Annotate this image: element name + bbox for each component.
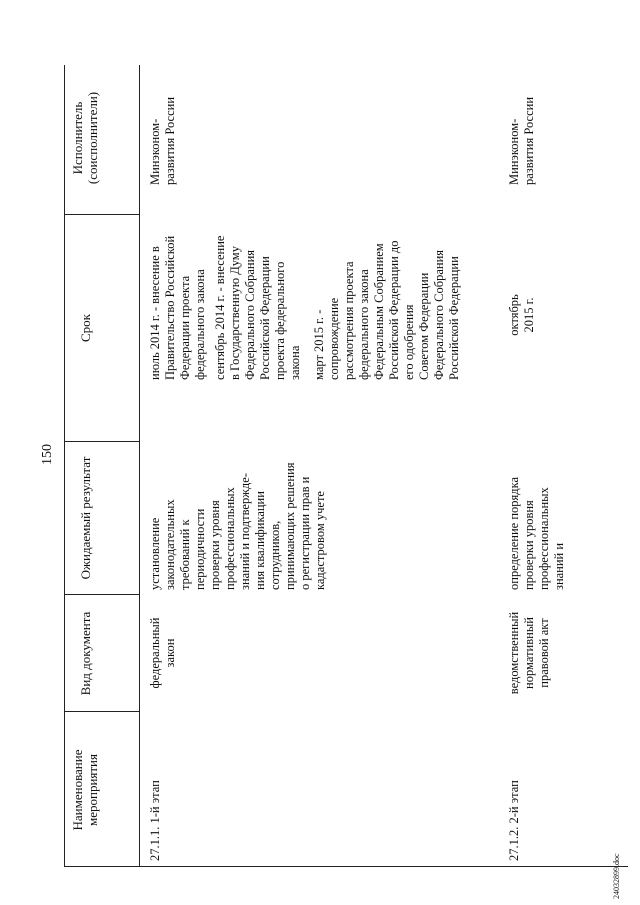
table-left-border (64, 866, 628, 867)
header-doc-type: Вид документа (78, 611, 93, 696)
header-bottom-border (139, 65, 140, 867)
row-1-deadline-3: март 2015 г. - сопровождение рассмотрения проекта федерального закона Федеральным Собранием Российской Федерации до его одобрения Советом Федерации Федерального Собрания Российской Федерации (312, 240, 461, 380)
table-top-border (64, 65, 65, 867)
header-result: Ожидаемый результат (78, 456, 93, 580)
document-file-code: 24032899.doc (612, 853, 621, 899)
page-number: 150 (40, 444, 55, 465)
header-name: Наименование мероприятия (70, 749, 100, 831)
row-1-result: установление законодательных требований к периодичности проверки уровня профессиональных знаний и подтвержде- ния квалификации сотрудников, принимающих решения о регистрации прав и кадастровом учете (148, 462, 327, 590)
header-separator-2 (64, 594, 139, 595)
header-deadline: Срок (78, 314, 93, 342)
row-2-name: 27.1.2. 2-й этап (507, 780, 521, 861)
row-1-name: 27.1.1. 1-й этап (148, 780, 162, 861)
header-separator-1 (64, 711, 139, 712)
row-2-deadline: октябрь 2015 г. (507, 294, 536, 336)
row-1-doc-type: федеральный закон (148, 617, 177, 689)
row-2-doc-type: ведомственный нормативный правовой акт (507, 611, 551, 695)
row-1-executor: Минэконом- развития России (148, 96, 177, 185)
row-1-deadline-1: июль 2014 г. - внесение в Правительство Российской Федерации проекта федерального закона (148, 235, 207, 380)
header-separator-3 (64, 441, 139, 442)
row-2-result: определение порядка проверки уровня профессиональных знаний и (507, 476, 566, 590)
row-1-deadline-2: сентябрь 2014 г. - внесение в Государственную Думу Федерального Собрания Российской Федерации проекта федерального закона (213, 235, 302, 380)
header-separator-4 (64, 214, 139, 215)
header-executor: Исполнитель (соисполнители) (70, 91, 100, 185)
row-2-executor: Минэконом- развития России (507, 96, 536, 185)
